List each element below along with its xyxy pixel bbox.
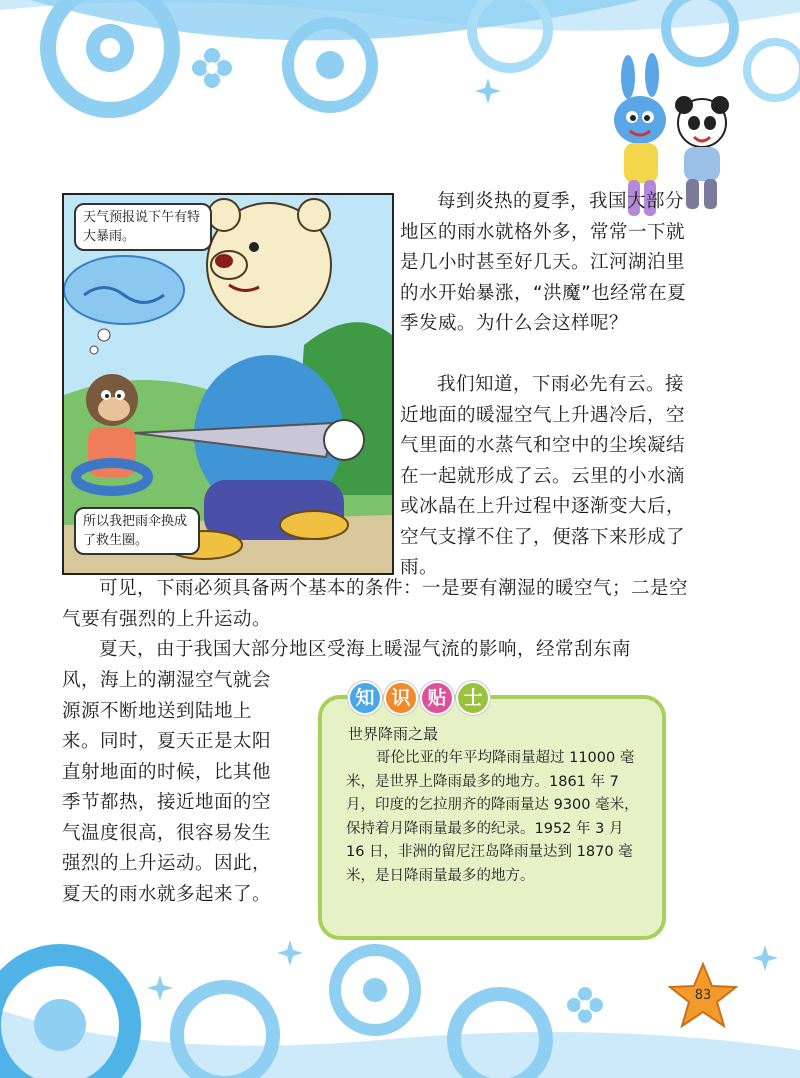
tips-body: 哥伦比亚的年平均降雨量超过 11000 毫米，是世界上降雨最多的地方。1861 年 7 月，印度的乞拉朋齐的降雨量达 9300 毫米，保持着月降雨量最多的纪录。1952 年 3 月 16 日，非洲的留尼汪岛降雨量达到 1870 毫米，是日降雨量最多的地方。 bbox=[346, 750, 639, 884]
paragraph-summer-line1 bbox=[62, 635, 696, 667]
paragraph-intro: 每到炎热的夏季，我国大部分地区的雨水就格外多，常常一下就是几小时甚至好几天。江河湖泊里的水开始暴涨，“洪魔”也经常在夏季发威。为什么会这样呢？ bbox=[400, 191, 687, 334]
tips-title-char: 识 bbox=[384, 681, 418, 715]
paragraph-conditions: 可见，下雨必须具备两个基本的条件：一是要有潮湿的暖空气；二是空气要有强烈的上升运动。 bbox=[62, 578, 689, 630]
tips-title-char: 贴 bbox=[420, 681, 454, 715]
page-number: 83 bbox=[694, 988, 712, 1003]
tips-title-char: 士 bbox=[456, 681, 490, 715]
paragraph-summer-rest: 风，海上的潮湿空气就会源源不断地送到陆地上来。同时，夏天正是太阳直射地面的时候，比其他季节都热，接近地面的空气温度很高，很容易发生强烈的上升运动。因此，夏天的雨水就多起来了。 bbox=[62, 670, 272, 905]
speech-bubble-top: 天气预报说下午有特大暴雨。 bbox=[74, 203, 212, 251]
tips-title-char: 知 bbox=[348, 681, 382, 715]
paragraph-summer-column bbox=[62, 666, 284, 916]
speech-bubble-bottom: 所以我把雨伞换成了救生圈。 bbox=[74, 507, 200, 555]
paragraph-clouds: 我们知道，下雨必先有云。接近地面的暖湿空气上升遇冷后，空气里面的水蒸气和空中的尘埃凝结在一起就形成了云。云里的小水滴或冰晶在上升过程中逐渐变大后，空气支撑不住了，便落下来形成了雨。 bbox=[400, 374, 686, 578]
paragraph-summer-text: 夏天，由于我国大部分地区受海上暖湿气流的影响，经常刮东南 bbox=[99, 639, 632, 660]
comic-panel bbox=[62, 193, 394, 575]
tips-title bbox=[348, 681, 490, 715]
tips-subtitle: 世界降雨之最 bbox=[348, 725, 439, 743]
knowledge-tips-box bbox=[318, 687, 666, 940]
